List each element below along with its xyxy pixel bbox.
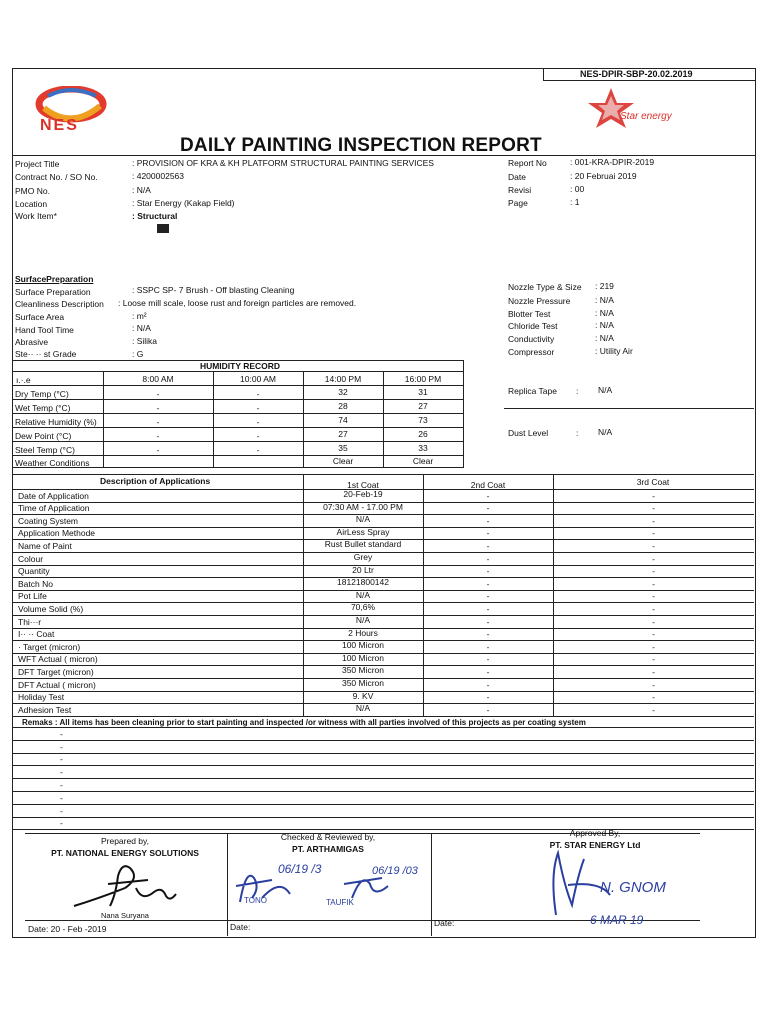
app-cell: -	[652, 616, 655, 627]
prepared-by-company: PT. NATIONAL ENERGY SOLUTIONS	[51, 848, 199, 858]
humidity-grid-line	[12, 427, 464, 428]
checked-by-date: Date:	[230, 922, 251, 932]
nes-logo-text: NES	[40, 117, 79, 134]
redaction-mark	[157, 224, 169, 233]
app-cell: N/A	[355, 615, 371, 625]
checked-by-role: Checked & Reviewed by,	[280, 832, 376, 842]
app-row-label: · Target (micron)	[18, 641, 81, 652]
star-energy-logo	[586, 86, 636, 130]
remarks-text: Remaks : All items has been cleaning prior to start painting and inspected /or witness with all parties involved of this projects as per coating system	[22, 718, 586, 727]
chloride-label: Chloride Test	[508, 321, 558, 331]
remarks-line	[12, 765, 754, 766]
app-cell: -	[652, 578, 655, 589]
app-row-label: Pot Life	[18, 591, 47, 602]
humidity-row-label: Wet Temp (°C)	[15, 403, 71, 413]
app-cell: -	[486, 528, 490, 539]
app-row-label: Thi···r	[18, 616, 42, 627]
date-value: : 20 Februai 2019	[570, 171, 637, 181]
app-cell: 18121800142	[336, 577, 389, 588]
app-cell: -	[486, 566, 490, 577]
chloride-value: : N/A	[595, 320, 614, 330]
surface-area-value: : m²	[132, 311, 147, 321]
app-cell: -	[486, 654, 490, 665]
app-grid-line	[12, 474, 754, 475]
humidity-cell: -	[256, 431, 260, 441]
remarks-bullet: -	[60, 818, 63, 829]
contract-label: Contract No. / SO No.	[15, 172, 98, 182]
remarks-bullet: -	[60, 780, 63, 790]
humidity-cell: 73	[418, 415, 428, 425]
app-cell: -	[486, 666, 490, 677]
app-cell: -	[486, 641, 490, 652]
humidity-cell: 31	[418, 387, 428, 397]
remarks-line	[12, 791, 754, 792]
app-cell: -	[486, 679, 490, 690]
app-cell: 350 Micron	[341, 665, 385, 676]
hand-tool-label: Hand Tool Time	[15, 325, 74, 335]
conductivity-value: : N/A	[595, 333, 614, 343]
app-cell: -	[652, 666, 655, 677]
humidity-time-1: 10:00 AM	[240, 374, 276, 384]
app-cell: -	[652, 566, 655, 577]
humidity-cell: -	[156, 389, 160, 399]
app-cell: -	[486, 553, 490, 564]
app-cell: -	[652, 654, 655, 665]
app-row-label: Application Methode	[18, 528, 96, 539]
app-cell: 20 Ltr	[352, 564, 374, 575]
replica-tape-colon: :	[576, 386, 579, 396]
app-cell: N/A	[355, 703, 371, 714]
page-title: DAILY PAINTING INSPECTION REPORT	[180, 135, 542, 156]
humidity-grid-line	[12, 399, 464, 400]
checked-handwriting-left-name: TONO	[244, 896, 267, 905]
app-cell: -	[486, 616, 490, 627]
star-energy-logo-text: Star energy	[620, 111, 672, 122]
app-grid-line	[12, 474, 13, 716]
app-cell: 100 Micron	[341, 640, 385, 651]
app-row-label: Holiday Test	[18, 692, 65, 703]
humidity-cell: -	[156, 417, 160, 427]
app-row-label: Volume Solid (%)	[18, 603, 84, 614]
app-cell: -	[652, 528, 655, 539]
humidity-row-label: Steel Temp (°C)	[15, 445, 75, 455]
prepared-by-date: Date: 20 - Feb -2019	[28, 924, 107, 934]
app-cell: -	[652, 591, 655, 602]
app-cell: -	[486, 578, 490, 589]
app-cell: Rust Bullet standard	[324, 539, 402, 550]
app-cell: -	[486, 591, 490, 602]
blotter-label: Blotter Test	[508, 309, 551, 319]
replica-tape-label: Replica Tape	[508, 386, 557, 396]
app-row-label: Adhesion Test	[18, 704, 72, 715]
page-label: Page	[508, 198, 528, 208]
app-row-label: I·· ·· Coat	[18, 629, 55, 640]
humidity-cell: -	[156, 445, 160, 455]
humidity-cell: 27	[418, 401, 428, 411]
app-row-label: Coating System	[18, 515, 78, 526]
humidity-time-label: ı.·.e	[16, 375, 31, 385]
humidity-cell: 28	[338, 401, 348, 411]
replica-tape-value: N/A	[598, 385, 613, 395]
remarks-line	[12, 778, 754, 779]
coat-header-2: 2nd Coat	[470, 480, 506, 490]
nozzle-pressure-label: Nozzle Pressure	[508, 296, 571, 306]
remarks-bullet: -	[60, 805, 63, 816]
app-cell: -	[652, 692, 655, 703]
app-cell: 2 Hours	[348, 627, 378, 638]
revisi-value: : 00	[570, 184, 585, 194]
app-cell: -	[652, 515, 655, 526]
humidity-cell: 32	[338, 387, 348, 397]
app-cell: -	[652, 553, 655, 564]
humidity-cell: 26	[418, 429, 428, 439]
humidity-grid-line	[12, 441, 464, 442]
applications-title: Description of Applications	[100, 476, 211, 486]
app-row-label: Name of Paint	[18, 540, 72, 551]
remarks-bullet: -	[60, 754, 63, 765]
humidity-grid-line	[12, 371, 464, 372]
conductivity-label: Conductivity	[508, 334, 555, 344]
app-cell: 70,6%	[350, 602, 376, 613]
pmo-label: PMO No.	[15, 186, 50, 196]
app-row-label: Batch No	[18, 578, 53, 589]
app-cell: -	[486, 704, 490, 715]
app-cell: -	[652, 641, 655, 652]
nozzle-type-label: Nozzle Type & Size	[508, 282, 582, 292]
humidity-row-label: Dew Point (°C)	[15, 431, 72, 441]
coat-header-1: 1st Coat	[347, 480, 379, 490]
checked-handwriting-right: 06/19 /03	[372, 865, 418, 877]
app-cell: 350 Micron	[341, 678, 385, 688]
humidity-grid-line	[463, 360, 464, 467]
app-cell: 9. KV	[352, 690, 374, 701]
humidity-cell: -	[256, 445, 260, 455]
approved-by-company: PT. STAR ENERGY Ltd	[549, 840, 641, 850]
app-grid-line	[12, 716, 754, 717]
humidity-grid-line	[12, 413, 464, 414]
humidity-cell: Clear	[332, 456, 354, 466]
steel-grade-value: : G	[132, 349, 144, 359]
approved-by-date: Date:	[434, 918, 455, 928]
humidity-cell: -	[256, 389, 260, 399]
app-cell: -	[652, 679, 655, 690]
remarks-line	[12, 753, 754, 754]
steel-grade-label: Ste·· ·· st Grade	[15, 349, 77, 359]
checked-handwriting-left: 06/19 /3	[278, 862, 322, 876]
app-cell: 20-Feb-19	[343, 489, 383, 499]
checked-by-company: PT. ARTHAMIGAS	[292, 844, 364, 854]
app-cell: -	[652, 540, 655, 551]
remarks-line	[12, 804, 754, 805]
app-cell: 07:30 AM - 17.00 PM	[323, 501, 403, 512]
dust-level-colon: :	[576, 428, 579, 438]
work-item-label: Work Item*	[15, 211, 57, 221]
humidity-cell: -	[256, 403, 260, 413]
prepared-signature	[70, 858, 180, 913]
cleanliness-label: Cleanliness Description	[15, 299, 104, 309]
surface-prep-value: : SSPC SP- 7 Brush - Off blasting Cleaning	[132, 285, 295, 295]
app-row-label: Time of Application	[18, 503, 90, 514]
app-cell: -	[486, 692, 490, 703]
dust-level-value: N/A	[598, 427, 613, 437]
title-underline	[12, 155, 756, 156]
compressor-value: : Utility Air	[595, 346, 633, 356]
dust-level-label: Dust Level	[508, 428, 549, 438]
humidity-title: HUMIDITY RECORD	[199, 361, 281, 371]
app-cell: -	[486, 629, 490, 640]
nozzle-type-value: : 219	[595, 281, 614, 291]
work-item-value: : Structural	[132, 211, 178, 221]
humidity-row-label: Weather Conditions	[15, 458, 90, 468]
humidity-time-2: 14:00 PM	[324, 374, 362, 384]
app-cell: -	[652, 490, 655, 501]
remarks-bullet: -	[60, 741, 63, 752]
revisi-label: Revisi	[508, 185, 532, 195]
prepared-by-role: Prepared by,	[100, 836, 150, 846]
report-no-label: Report No	[508, 158, 547, 168]
compressor-label: Compressor	[508, 347, 555, 357]
humidity-cell: -	[156, 403, 160, 413]
app-cell: -	[652, 629, 655, 640]
remarks-line	[12, 817, 754, 818]
app-row-label: Quantity	[18, 566, 50, 577]
app-cell: N/A	[355, 514, 371, 525]
location-label: Location	[15, 199, 48, 209]
contract-value: : 4200002563	[132, 171, 184, 181]
prepared-by-name: Nana Suryana	[101, 911, 149, 920]
app-cell: -	[486, 490, 490, 501]
surface-prep-label: Surface Preparation	[15, 287, 91, 297]
humidity-cell: Clear	[412, 456, 434, 466]
humidity-cell: -	[156, 431, 160, 441]
humidity-row-label: Dry Temp (°C)	[15, 389, 69, 399]
date-label: Date	[508, 172, 526, 182]
app-row-label: Date of Application	[18, 490, 89, 501]
app-cell: -	[652, 704, 655, 715]
abrasive-value: : Silika	[132, 336, 158, 346]
app-cell: -	[486, 603, 490, 614]
surface-prep-heading: SurfacePreparation	[15, 274, 94, 284]
nozzle-pressure-value: : N/A	[595, 295, 614, 305]
surface-area-label: Surface Area	[15, 312, 65, 322]
app-cell: -	[486, 515, 490, 526]
app-cell: 100 Micron	[341, 652, 385, 663]
pmo-value: : N/A	[132, 185, 151, 195]
coat-header-3: 3rd Coat	[636, 477, 670, 487]
humidity-cell: 74	[338, 415, 348, 425]
humidity-cell: 35	[338, 443, 348, 453]
remarks-bullet: -	[60, 767, 63, 778]
hand-tool-value: : N/A	[132, 323, 151, 333]
replica-box-line	[504, 408, 754, 409]
cleanliness-value: : Loose mill scale, loose rust and foreign particles are removed.	[118, 298, 357, 308]
app-row-label: Colour	[18, 553, 44, 564]
remarks-bullet: -	[60, 792, 63, 803]
app-cell: N/A	[355, 589, 371, 600]
app-row-label: DFT Actual ( micron)	[18, 679, 96, 690]
humidity-cell: 27	[338, 429, 348, 439]
remarks-bullet: -	[60, 728, 63, 739]
approved-handwriting-date: 6 MAR 19	[590, 913, 644, 927]
project-title-value: : PROVISION OF KRA & KH PLATFORM STRUCTURAL PAINTING SERVICES	[132, 158, 434, 168]
blotter-value: : N/A	[595, 308, 614, 318]
approved-handwriting: N. GNOM	[600, 879, 666, 896]
project-title-label: Project Title	[15, 159, 60, 169]
app-row-label: WFT Actual ( micron)	[18, 654, 98, 665]
humidity-cell: 33	[418, 443, 428, 453]
approved-by-role: Approved By,	[569, 828, 621, 838]
humidity-time-3: 16:00 PM	[404, 374, 442, 384]
remarks-line	[12, 740, 754, 741]
humidity-time-0: 8:00 AM	[142, 374, 174, 384]
app-cell: AirLess Spray	[336, 526, 390, 537]
app-cell: -	[486, 503, 490, 514]
report-no-value: : 001-KRA-DPIR-2019	[570, 157, 655, 167]
app-cell: -	[486, 540, 490, 551]
abrasive-label: Abrasive	[15, 337, 49, 347]
humidity-grid-line	[12, 385, 464, 386]
location-value: : Star Energy (Kakap Field)	[132, 198, 235, 208]
humidity-cell: -	[256, 417, 260, 427]
app-row-label: DFT Target (micron)	[18, 666, 94, 677]
humidity-row-label: Relative Humidity (%)	[15, 417, 97, 427]
remarks-line	[12, 727, 754, 728]
doc-code: NES-DPIR-SBP-20.02.2019	[580, 69, 693, 79]
app-cell: -	[652, 503, 655, 514]
checked-handwriting-right-name: TAUFIK	[326, 898, 354, 907]
app-cell: -	[652, 603, 655, 614]
page-value: : 1	[570, 197, 580, 207]
app-cell: Grey	[353, 552, 373, 562]
